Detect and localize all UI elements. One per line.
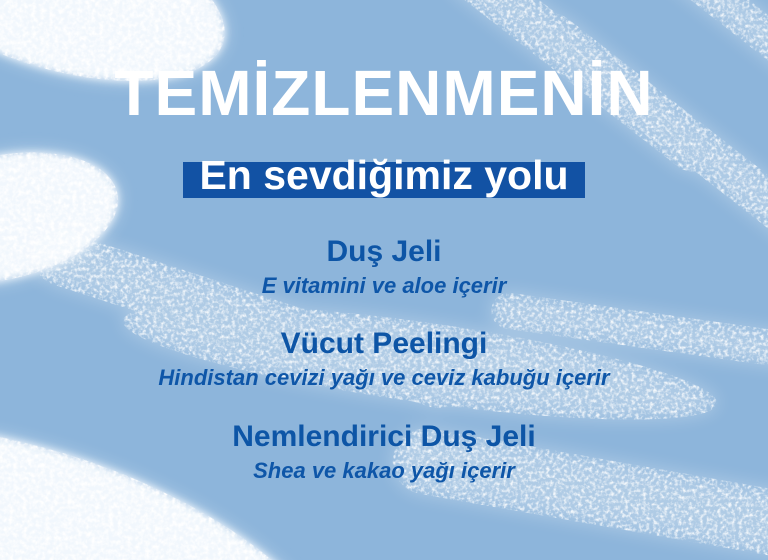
product-description: Shea ve kakao yağı içerir <box>253 458 515 483</box>
main-heading: TEMİZLENMENİN <box>114 57 654 129</box>
product-description: E vitamini ve aloe içerir <box>261 273 507 298</box>
subtitle-banner <box>183 152 584 198</box>
subtitle-row <box>0 152 768 198</box>
product-item-dus-jeli <box>0 236 768 300</box>
product-name: Duş Jeli <box>326 235 442 268</box>
product-name: Nemlendirici Duş Jeli <box>232 420 536 453</box>
product-description: Hindistan cevizi yağı ve ceviz kabuğu içerir <box>158 365 610 390</box>
product-item-vucut-peelingi <box>0 328 768 392</box>
subtitle-text: En sevdiğimiz yolu <box>199 152 569 198</box>
product-name: Vücut Peelingi <box>280 327 488 360</box>
product-item-nemlendirici-dus-jeli <box>0 421 768 485</box>
